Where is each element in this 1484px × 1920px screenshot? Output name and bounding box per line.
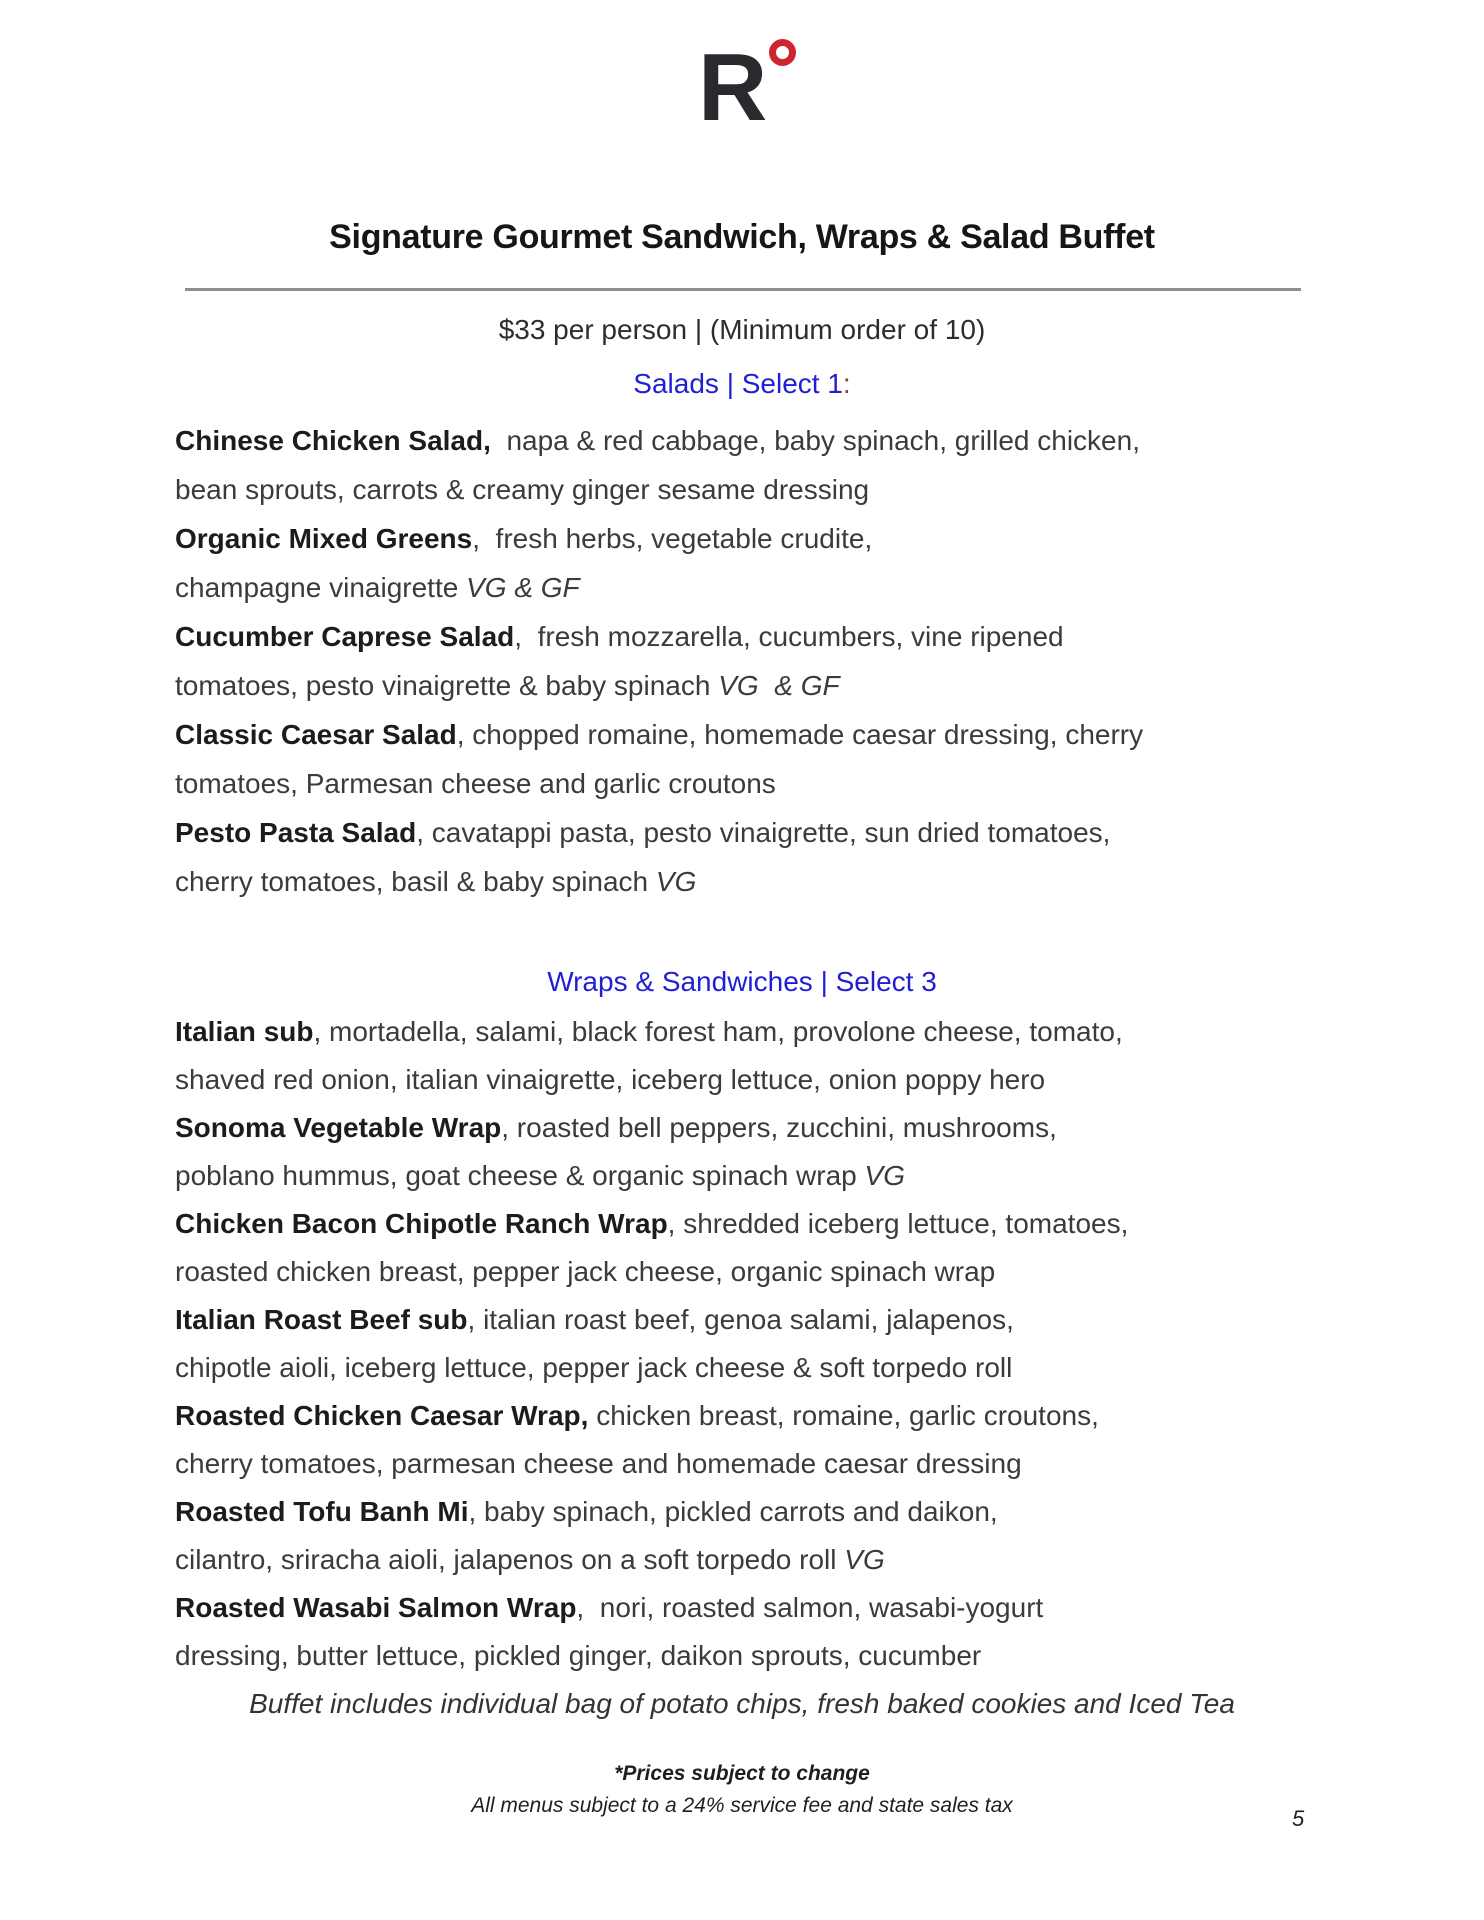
logo-ring-icon (769, 39, 796, 66)
salads-heading-text: Salads | Select 1 (633, 368, 843, 399)
menu-item-name: Chinese Chicken Salad, (175, 425, 491, 456)
menu-item-name: Roasted Chicken Caesar Wrap, (175, 1400, 589, 1431)
menu-item-line (175, 465, 1484, 514)
dietary-tag: VG & GF (718, 670, 840, 701)
price-line: $33 per person | (Minimum order of 10) (498, 314, 986, 345)
menu-item-description: poblano hummus, goat cheese & organic spinach wrap (175, 1160, 865, 1191)
wraps-items (175, 1008, 1484, 1680)
menu-item-line (175, 1248, 1484, 1296)
dietary-tag: VG (864, 1160, 905, 1191)
divider-rule (185, 288, 1301, 291)
footer (0, 1758, 1484, 1822)
menu-item-line (175, 612, 1484, 661)
menu-item-description: , nori, roasted salmon, wasabi-yogurt (576, 1592, 1044, 1623)
menu-item-description: tomatoes, pesto vinaigrette & baby spinach (175, 670, 719, 701)
menu-item-description: napa & red cabbage, baby spinach, grilled chicken, (490, 425, 1140, 456)
menu-item-line (175, 514, 1484, 563)
menu-item-name: Italian sub (175, 1016, 314, 1047)
menu-item-description: dressing, butter lettuce, pickled ginger, daikon sprouts, cucumber (175, 1640, 982, 1671)
menu-item-description: bean sprouts, carrots & creamy ginger sesame dressing (175, 474, 870, 505)
menu-item-line (175, 1440, 1484, 1488)
menu-item-description: shaved red onion, italian vinaigrette, iceberg lettuce, onion poppy hero (175, 1064, 1046, 1095)
section-salads (0, 359, 1484, 906)
menu-item-description: chicken breast, romaine, garlic croutons, (588, 1400, 1099, 1431)
menu-item-line (175, 857, 1484, 906)
salads-heading (0, 359, 1484, 408)
footer-prices-note: *Prices subject to change (614, 1762, 870, 1785)
menu-item-line (175, 1200, 1484, 1248)
menu-item-description: champagne vinaigrette (175, 572, 467, 603)
menu-item-description: , shredded iceberg lettuce, tomatoes, (667, 1208, 1129, 1239)
menu-item-description: , baby spinach, pickled carrots and daikon, (468, 1496, 998, 1527)
menu-item-name: Roasted Tofu Banh Mi (175, 1496, 469, 1527)
menu-item-description: cherry tomatoes, basil & baby spinach (175, 866, 656, 897)
section-wraps (0, 957, 1484, 1680)
menu-item-line (175, 416, 1484, 465)
menu-item-line (175, 1056, 1484, 1104)
menu-item-description: , fresh mozzarella, cucumbers, vine ripened (514, 621, 1064, 652)
menu-item-description: roasted chicken breast, pepper jack cheese, organic spinach wrap (175, 1256, 996, 1287)
menu-item-line (175, 1344, 1484, 1392)
menu-item-name: Organic Mixed Greens (175, 523, 473, 554)
menu-item-line (175, 1632, 1484, 1680)
menu-item-line (175, 1488, 1484, 1536)
salads-heading-colon: : (842, 368, 851, 399)
menu-item-description: , italian roast beef, genoa salami, jalapenos, (467, 1304, 1014, 1335)
menu-item-name: Cucumber Caprese Salad (175, 621, 515, 652)
menu-item-line (175, 1584, 1484, 1632)
menu-item-line (175, 563, 1484, 612)
dietary-tag: VG (655, 866, 697, 897)
menu-item-description: tomatoes, Parmesan cheese and garlic croutons (175, 768, 776, 799)
menu-item-line (175, 661, 1484, 710)
dietary-tag: VG & GF (466, 572, 580, 603)
logo (698, 34, 786, 141)
menu-item-line (175, 710, 1484, 759)
page-title: Signature Gourmet Sandwich, Wraps & Salad Buffet (329, 218, 1155, 256)
menu-item-description: cilantro, sriracha aioli, jalapenos on a soft torpedo roll (175, 1544, 845, 1575)
menu-item-line (175, 808, 1484, 857)
menu-item-name: Pesto Pasta Salad (175, 817, 417, 848)
menu-item-description: , chopped romaine, homemade caesar dressing, cherry (456, 719, 1144, 750)
menu-item-name: Italian Roast Beef sub (175, 1304, 468, 1335)
wraps-heading (0, 957, 1484, 1006)
buffet-note: Buffet includes individual bag of potato chips, fresh baked cookies and Iced Tea (249, 1688, 1235, 1719)
menu-item-name: Roasted Wasabi Salmon Wrap (175, 1592, 577, 1623)
dietary-tag: VG (844, 1544, 885, 1575)
menu-item-line (175, 1392, 1484, 1440)
menu-item-line (175, 1536, 1484, 1584)
menu-item-line (175, 1152, 1484, 1200)
footer-service-fee-note: All menus subject to a 24% service fee and state sales tax (471, 1794, 1013, 1817)
page-number: 5 (1292, 1806, 1305, 1831)
salads-items (175, 416, 1484, 906)
menu-item-name: Sonoma Vegetable Wrap (175, 1112, 502, 1143)
menu-item-name: Classic Caesar Salad (175, 719, 457, 750)
menu-item-description: , mortadella, salami, black forest ham, provolone cheese, tomato, (313, 1016, 1123, 1047)
menu-item-line (175, 1008, 1484, 1056)
menu-item-description: cherry tomatoes, parmesan cheese and homemade caesar dressing (175, 1448, 1022, 1479)
menu-item-description: , fresh herbs, vegetable crudite, (472, 523, 873, 554)
menu-item-line (175, 1104, 1484, 1152)
menu-item-line (175, 759, 1484, 808)
menu-item-description: , roasted bell peppers, zucchini, mushrooms, (501, 1112, 1057, 1143)
wraps-heading-text: Wraps & Sandwiches | Select 3 (547, 966, 937, 997)
menu-item-description: , cavatappi pasta, pesto vinaigrette, sun dried tomatoes, (416, 817, 1111, 848)
menu-item-line (175, 1296, 1484, 1344)
logo-letter: R (698, 34, 766, 141)
menu-item-name: Chicken Bacon Chipotle Ranch Wrap (175, 1208, 668, 1239)
menu-item-description: chipotle aioli, iceberg lettuce, pepper jack cheese & soft torpedo roll (175, 1352, 1013, 1383)
